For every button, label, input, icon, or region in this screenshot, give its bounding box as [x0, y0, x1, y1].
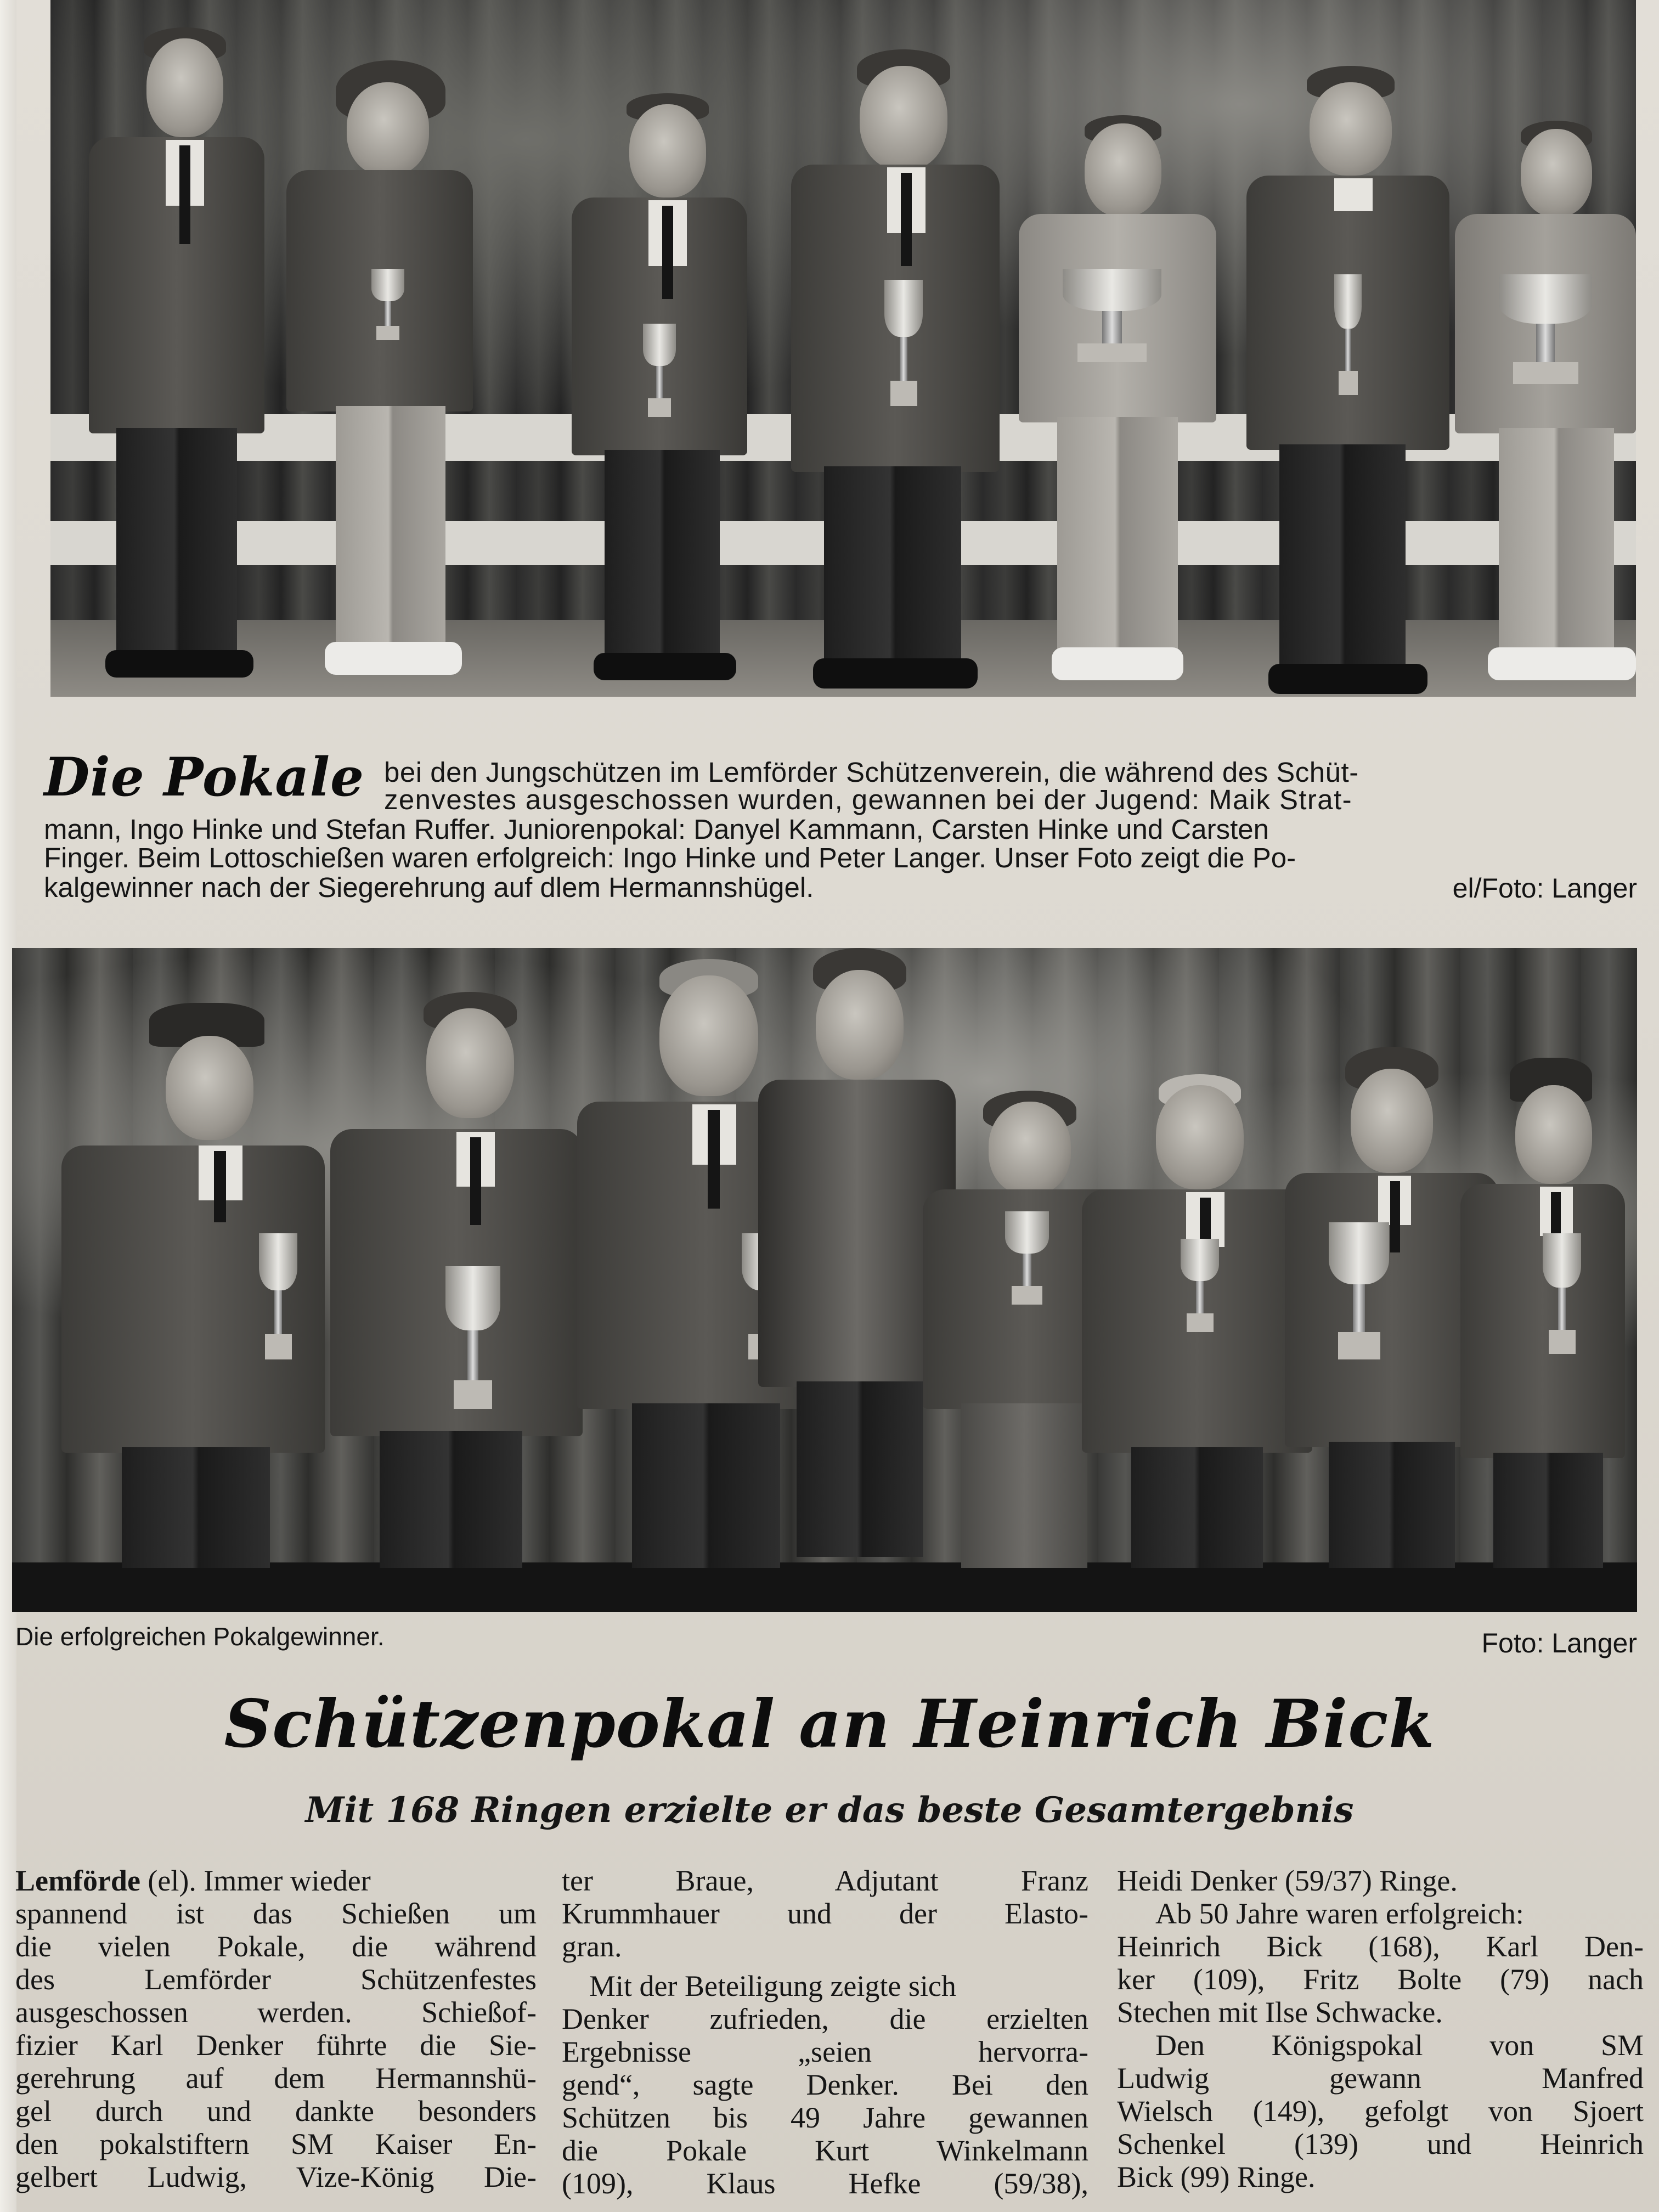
headline: Schützenpokal an Heinrich Bick: [224, 1685, 1435, 1763]
article-line: Den Königspokal von SM: [1155, 2029, 1644, 2062]
article-line: Denker zufrieden, die erzielten: [562, 2002, 1088, 2035]
person: [40, 1003, 325, 1568]
person: [67, 22, 264, 680]
caption-line: mann, Ingo Hinke und Stefan Ruffer. Juniorenpokal: Danyel Kammann, Carsten Hinke und Carsten: [44, 814, 1269, 845]
trophy-icon: [1334, 274, 1362, 395]
person: [319, 992, 583, 1568]
article-line: Lemförde (el). Immer wieder: [15, 1864, 371, 1897]
article-line: ter Braue, Adjutant Franz: [562, 1864, 1088, 1897]
article-line: den pokalstiftern SM Kaiser En-: [15, 2128, 537, 2160]
article-line: fizier Karl Denker führte die Sie-: [15, 2029, 537, 2062]
article-line: die Pokale Kurt Winkelmann: [562, 2134, 1088, 2167]
trophy-icon: [371, 269, 404, 340]
trophy-icon: [1543, 1233, 1581, 1354]
caption-line: zenvestes ausgeschossen wurden, gewannen bei der Jugend: Maik Strat-: [384, 784, 1353, 815]
photo-credit: Foto: Langer: [1481, 1628, 1637, 1658]
article-line: des Lemförder Schützenfestes: [15, 1963, 537, 1996]
dateline: Lemförde: [15, 1864, 140, 1897]
article-line: Ab 50 Jahre waren erfolgreich:: [1155, 1897, 1524, 1930]
caption-line: kalgewinner nach der Siegerehrung auf dlem Hermannshügel.: [44, 872, 814, 903]
article-line: gran.: [562, 1930, 622, 1963]
person: [1460, 1058, 1625, 1568]
article-line: Mit der Beteiligung zeigte sich: [589, 1970, 956, 2002]
article-line: gel durch und dankte besonders: [15, 2095, 537, 2128]
article-line: Schenkel (139) und Heinrich: [1117, 2128, 1644, 2160]
article-line: Ergebnisse „seien hervorra-: [562, 2035, 1088, 2068]
person: [1008, 115, 1216, 697]
article-line: Heinrich Bick (168), Karl Den-: [1117, 1930, 1644, 1963]
article-line: gend“, sagte Denker. Bei den: [562, 2068, 1088, 2101]
article-line: gelbert Ludwig, Vize-König Die-: [15, 2160, 537, 2193]
article-line: Wielsch (149), gefolgt von Sjoert: [1117, 2095, 1644, 2128]
person: [1455, 121, 1636, 697]
person: [1241, 66, 1449, 697]
top-photo: [50, 0, 1636, 697]
article-line: gerehrung auf dem Hermannshü-: [15, 2062, 537, 2095]
trophy-icon: [1063, 269, 1161, 362]
subheadline: Mit 168 Ringen erzielte er das beste Gesamtergebnis: [305, 1790, 1354, 1831]
article-line: ker (109), Fritz Bolte (79) nach: [1117, 1963, 1644, 1996]
article-line: Heidi Denker (59/37) Ringe.: [1117, 1864, 1458, 1897]
article-line: die vielen Pokale, die während: [15, 1930, 537, 1963]
trophy-icon: [1005, 1211, 1049, 1305]
article-line: Bick (99) Ringe.: [1117, 2160, 1316, 2193]
person: [1082, 1074, 1312, 1568]
trophy-icon: [445, 1266, 500, 1409]
article-line: Stechen mit Ilse Schwacke.: [1117, 1996, 1443, 2029]
person: [780, 49, 1000, 697]
ground: [12, 1562, 1637, 1612]
caption-line: bei den Jungschützen im Lemförder Schützenverein, die während des Schüt-: [384, 757, 1359, 788]
photo-credit: el/Foto: Langer: [1452, 873, 1637, 904]
caption-line: Finger. Beim Lottoschießen waren erfolgreich: Ingo Hinke und Peter Langer. Unser Foto zeigt die Po-: [44, 842, 1296, 873]
photo-caption: Die erfolgreichen Pokalgewinner.: [15, 1622, 385, 1651]
trophy-icon: [643, 324, 676, 417]
bottom-photo: [12, 948, 1637, 1612]
article-line: Schützen bis 49 Jahre gewannen: [562, 2101, 1088, 2134]
trophy-icon: [1181, 1239, 1219, 1332]
person: [555, 93, 753, 697]
article-line: spannend ist das Schießen um: [15, 1897, 537, 1930]
person: [275, 60, 473, 697]
article-line: (109), Klaus Hefke (59/38),: [562, 2167, 1088, 2200]
trophy-icon: [1499, 274, 1592, 384]
article-line: ausgeschossen werden. Schießof-: [15, 1996, 537, 2029]
caption-lead: Die Pokale: [44, 746, 365, 808]
trophy-icon: [1329, 1222, 1389, 1359]
trophy-icon: [884, 280, 923, 406]
article-line: Krummhauer und der Elasto-: [562, 1897, 1088, 1930]
trophy-icon: [259, 1233, 297, 1359]
article-line: Ludwig gewann Manfred: [1117, 2062, 1644, 2095]
